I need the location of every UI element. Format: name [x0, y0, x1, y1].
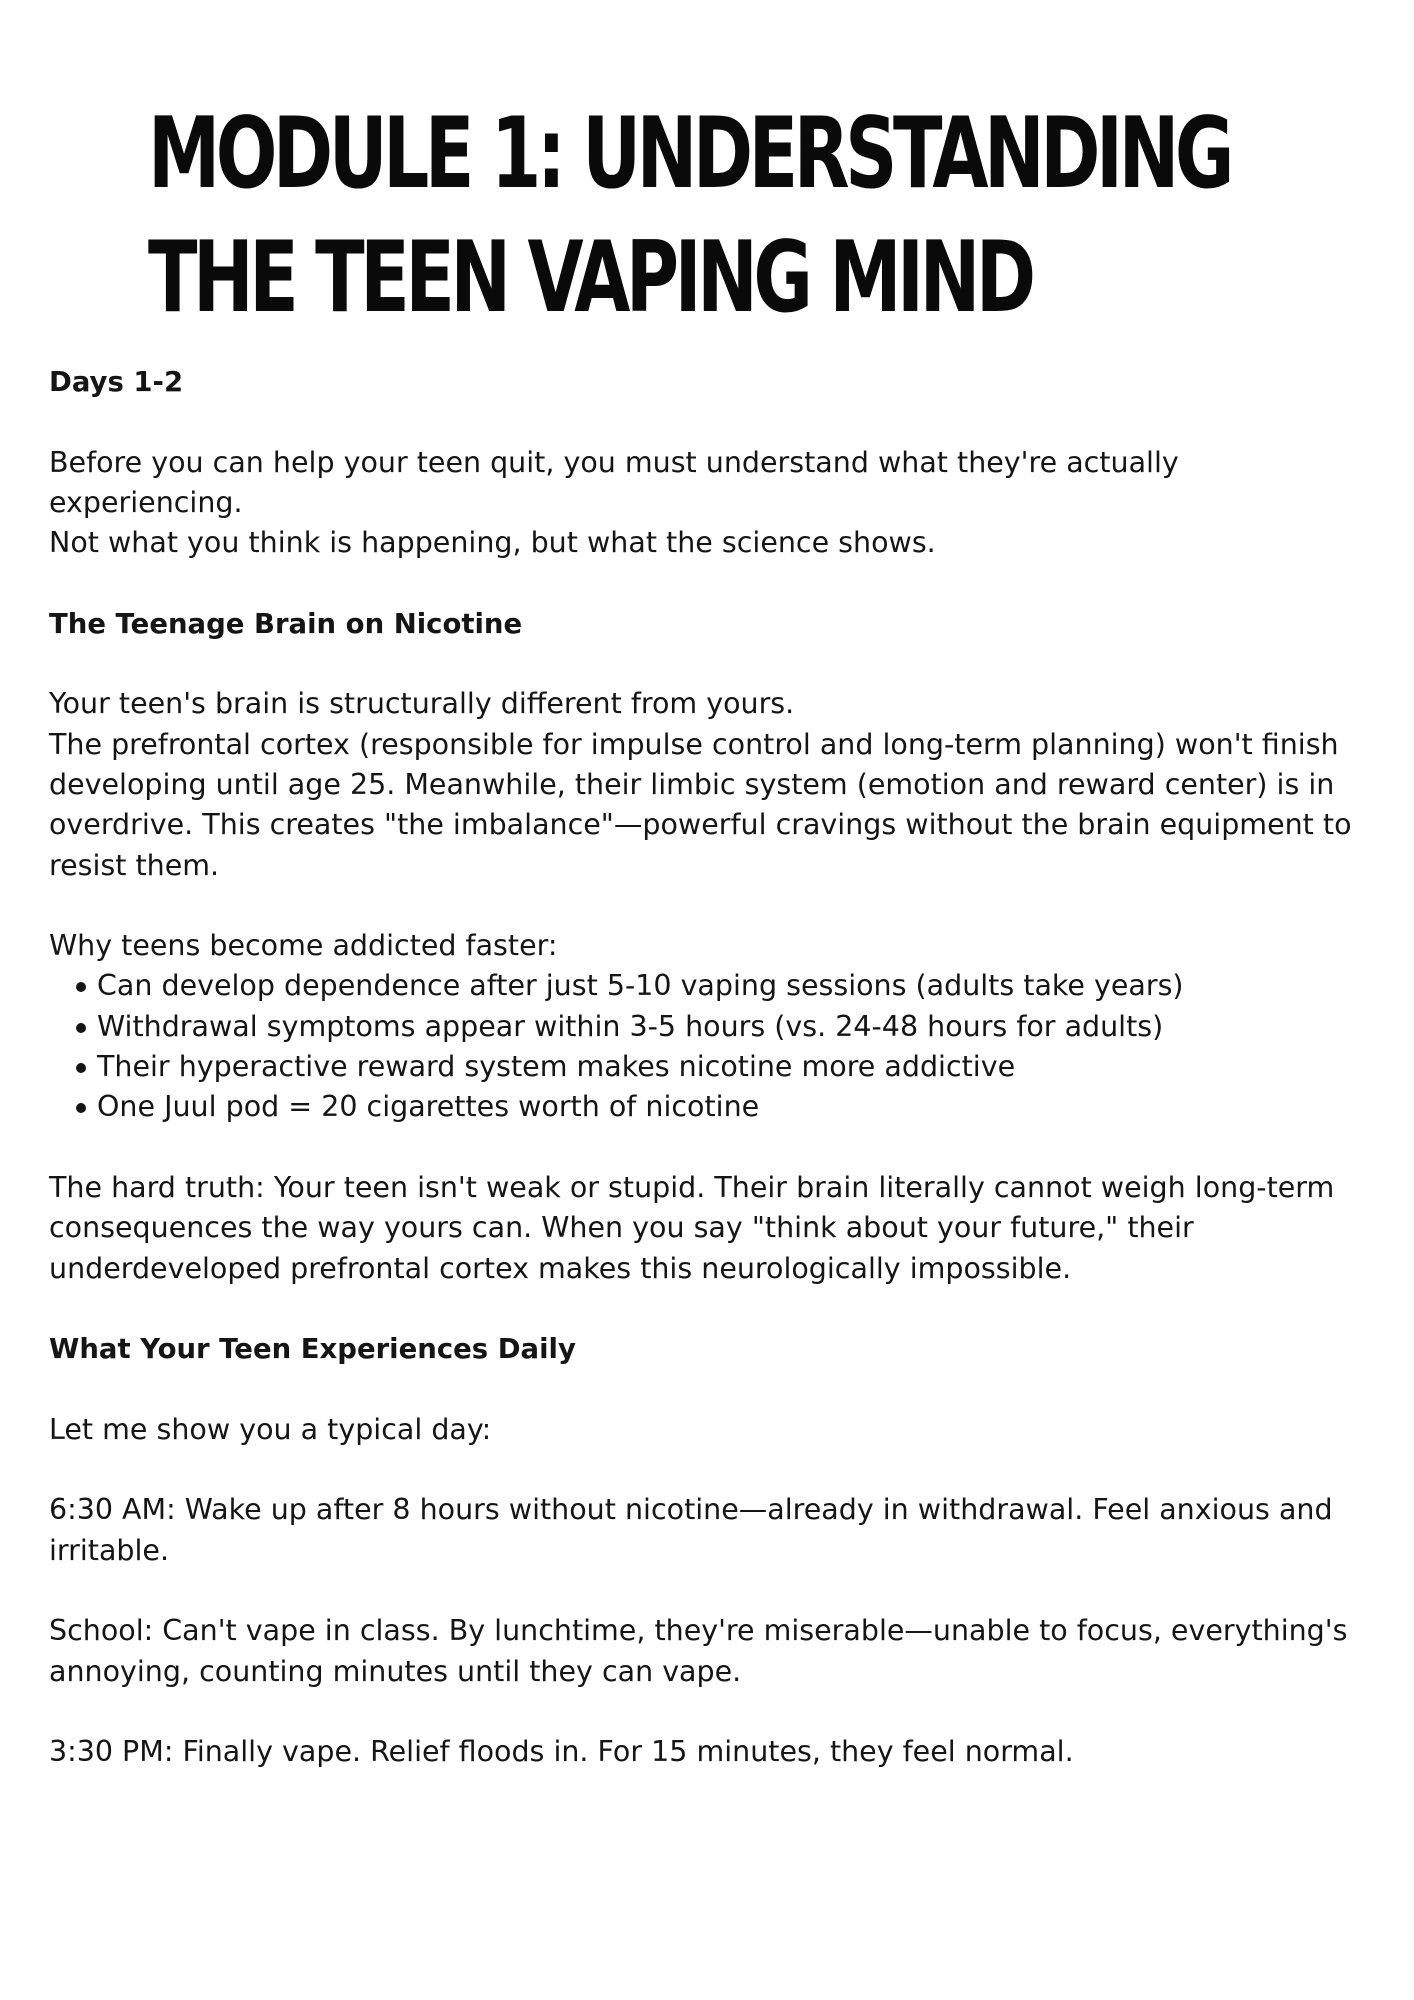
list-item: Their hyperactive reward system makes nicotine more addictive — [49, 1047, 1379, 1087]
intro-paragraph — [49, 443, 1379, 564]
days-label: Days 1-2 — [49, 366, 184, 398]
intro-line-2: Not what you think is happening, but what the science shows. — [49, 526, 936, 560]
section-heading-teenage-brain: The Teenage Brain on Nicotine — [49, 607, 523, 640]
timeline-entry-afternoon: 3:30 PM: Finally vape. Relief floods in. For 15 minutes, they feel normal. — [49, 1735, 1074, 1769]
module-title-line-2: THE TEEN VAPING MIND — [148, 221, 1032, 335]
timeline-entry-morning: 6:30 AM: Wake up after 8 hours without nicotine—already in withdrawal. Feel anxious and irritable. — [49, 1493, 1333, 1567]
bullet-list-intro: Why teens become addicted faster: — [49, 929, 558, 963]
list-item: Can develop dependence after just 5-10 vaping sessions (adults take years) — [49, 966, 1379, 1006]
addiction-bullet-list — [49, 966, 1379, 1127]
typical-day-intro: Let me show you a typical day: — [49, 1412, 492, 1446]
module-content — [49, 362, 1379, 1813]
timeline-entry-school: School: Can't vape in class. By lunchtime, they're miserable—unable to focus, everything's annoying, counting minutes until they can vape. — [49, 1614, 1348, 1688]
module-title-line-1: MODULE 1: UNDERSTANDING — [148, 97, 1230, 211]
section-heading-daily-experience: What Your Teen Experiences Daily — [49, 1333, 576, 1366]
hard-truth-paragraph: The hard truth: Your teen isn't weak or stupid. Their brain literally cannot weigh long-term consequences the way yours can. When you say "think about your future," their underdeveloped prefrontal cortex makes this neurologically impossible. — [49, 1170, 1335, 1285]
brain-paragraph-body: The prefrontal cortex (responsible for impulse control and long-term planning) won't finish developing until age 25. Meanwhile, their limbic system (emotion and reward center) is in overdrive. This creates "the imbalance"—powerful cravings without the brain equipment to resist them. — [49, 727, 1352, 882]
brain-paragraph-line-1: Your teen's brain is structurally different from yours. — [49, 687, 795, 721]
brain-paragraph — [49, 684, 1379, 885]
list-item: Withdrawal symptoms appear within 3-5 hours (vs. 24-48 hours for adults) — [49, 1007, 1379, 1047]
module-title — [148, 92, 1230, 340]
intro-line-1: Before you can help your teen quit, you must understand what they're actually experiencing. — [49, 445, 1179, 519]
list-item: One Juul pod = 20 cigarettes worth of nicotine — [49, 1087, 1379, 1127]
